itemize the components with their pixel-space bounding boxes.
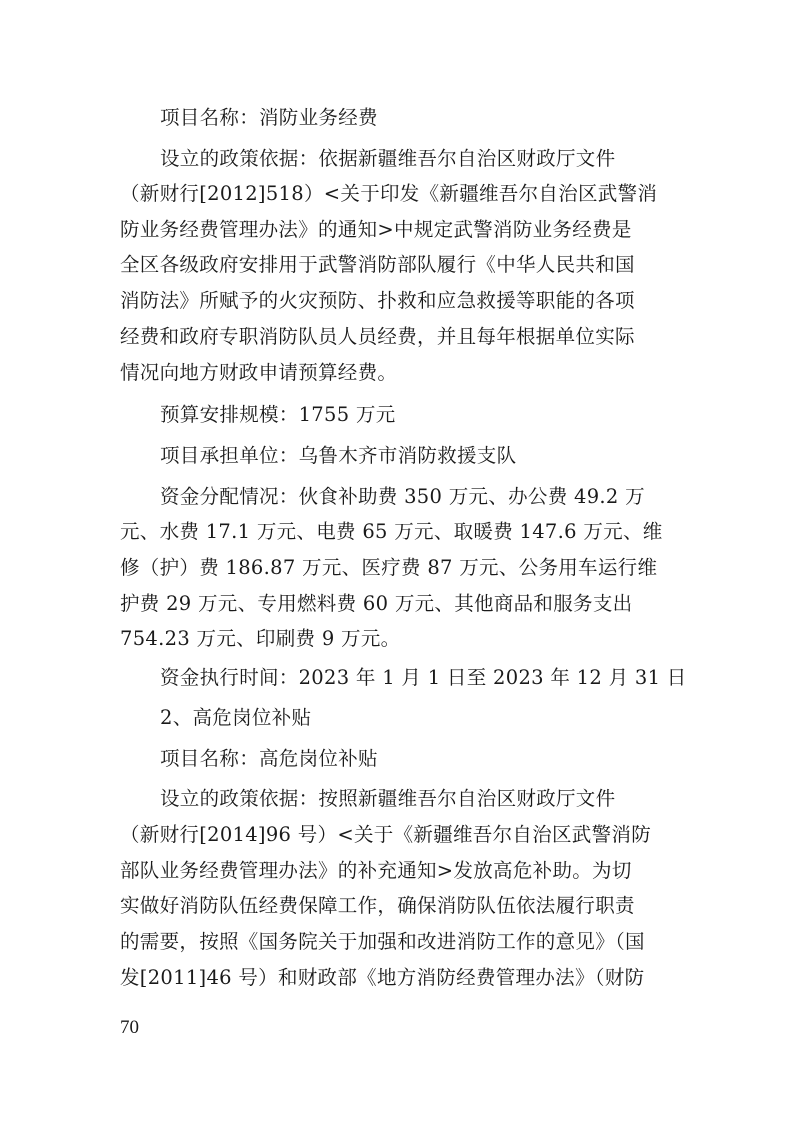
paragraph-line: 防业务经费管理办法》的通知>中规定武警消防业务经费是	[120, 218, 632, 241]
paragraph-line: 全区各级政府安排用于武警消防部队履行《中华人民共和国	[120, 253, 635, 276]
paragraph-line: 实做好消防队伍经费保障工作，确保消防队伍依法履行职责	[120, 894, 635, 917]
paragraph-line: 消防法》所赋予的火灾预防、扑救和应急救援等职能的各项	[120, 289, 635, 312]
paragraph-line: （新财行[2014]96 号）<关于《新疆维吾尔自治区武警消防	[120, 823, 651, 846]
paragraph-line: 护费 29 万元、专用燃料费 60 万元、其他商品和服务支出	[120, 592, 633, 615]
paragraph-line: 项目名称：消防业务经费	[160, 106, 378, 129]
paragraph-line: 发[2011]46 号）和财政部《地方消防经费管理办法》（财防	[120, 966, 645, 989]
paragraph-line: 设立的政策依据：依据新疆维吾尔自治区财政厅文件	[160, 147, 616, 170]
paragraph-line: 元、水费 17.1 万元、电费 65 万元、取暖费 147.6 万元、维	[120, 520, 663, 543]
paragraph-line: 修（护）费 186.87 万元、医疗费 87 万元、公务用车运行维	[120, 556, 658, 579]
paragraph-line: （新财行[2012]518）<关于印发《新疆维吾尔自治区武警消	[120, 182, 658, 205]
paragraph-line: 项目承担单位：乌鲁木齐市消防救援支队	[160, 444, 517, 467]
paragraph-line: 经费和政府专职消防队员人员经费，并且每年根据单位实际	[120, 325, 635, 348]
paragraph-line: 754.23 万元、印刷费 9 万元。	[120, 627, 401, 650]
paragraph-line: 部队业务经费管理办法》的补充通知>发放高危补助。为切	[120, 859, 632, 882]
paragraph-line: 资金执行时间：2023 年 1 月 1 日至 2023 年 12 月 31 日	[160, 666, 687, 689]
paragraph-line: 的需要，按照《国务院关于加强和改进消防工作的意见》（国	[120, 930, 645, 953]
paragraph-line: 设立的政策依据：按照新疆维吾尔自治区财政厅文件	[160, 787, 616, 810]
section-heading: 2、高危岗位补贴	[160, 706, 312, 729]
page-number: 70	[120, 1017, 139, 1038]
paragraph-line: 项目名称：高危岗位补贴	[160, 747, 378, 770]
paragraph-line: 资金分配情况：伙食补助费 350 万元、办公费 49.2 万	[160, 485, 645, 508]
paragraph-line: 情况向地方财政申请预算经费。	[120, 361, 398, 384]
paragraph-line: 预算安排规模：1755 万元	[160, 403, 396, 426]
